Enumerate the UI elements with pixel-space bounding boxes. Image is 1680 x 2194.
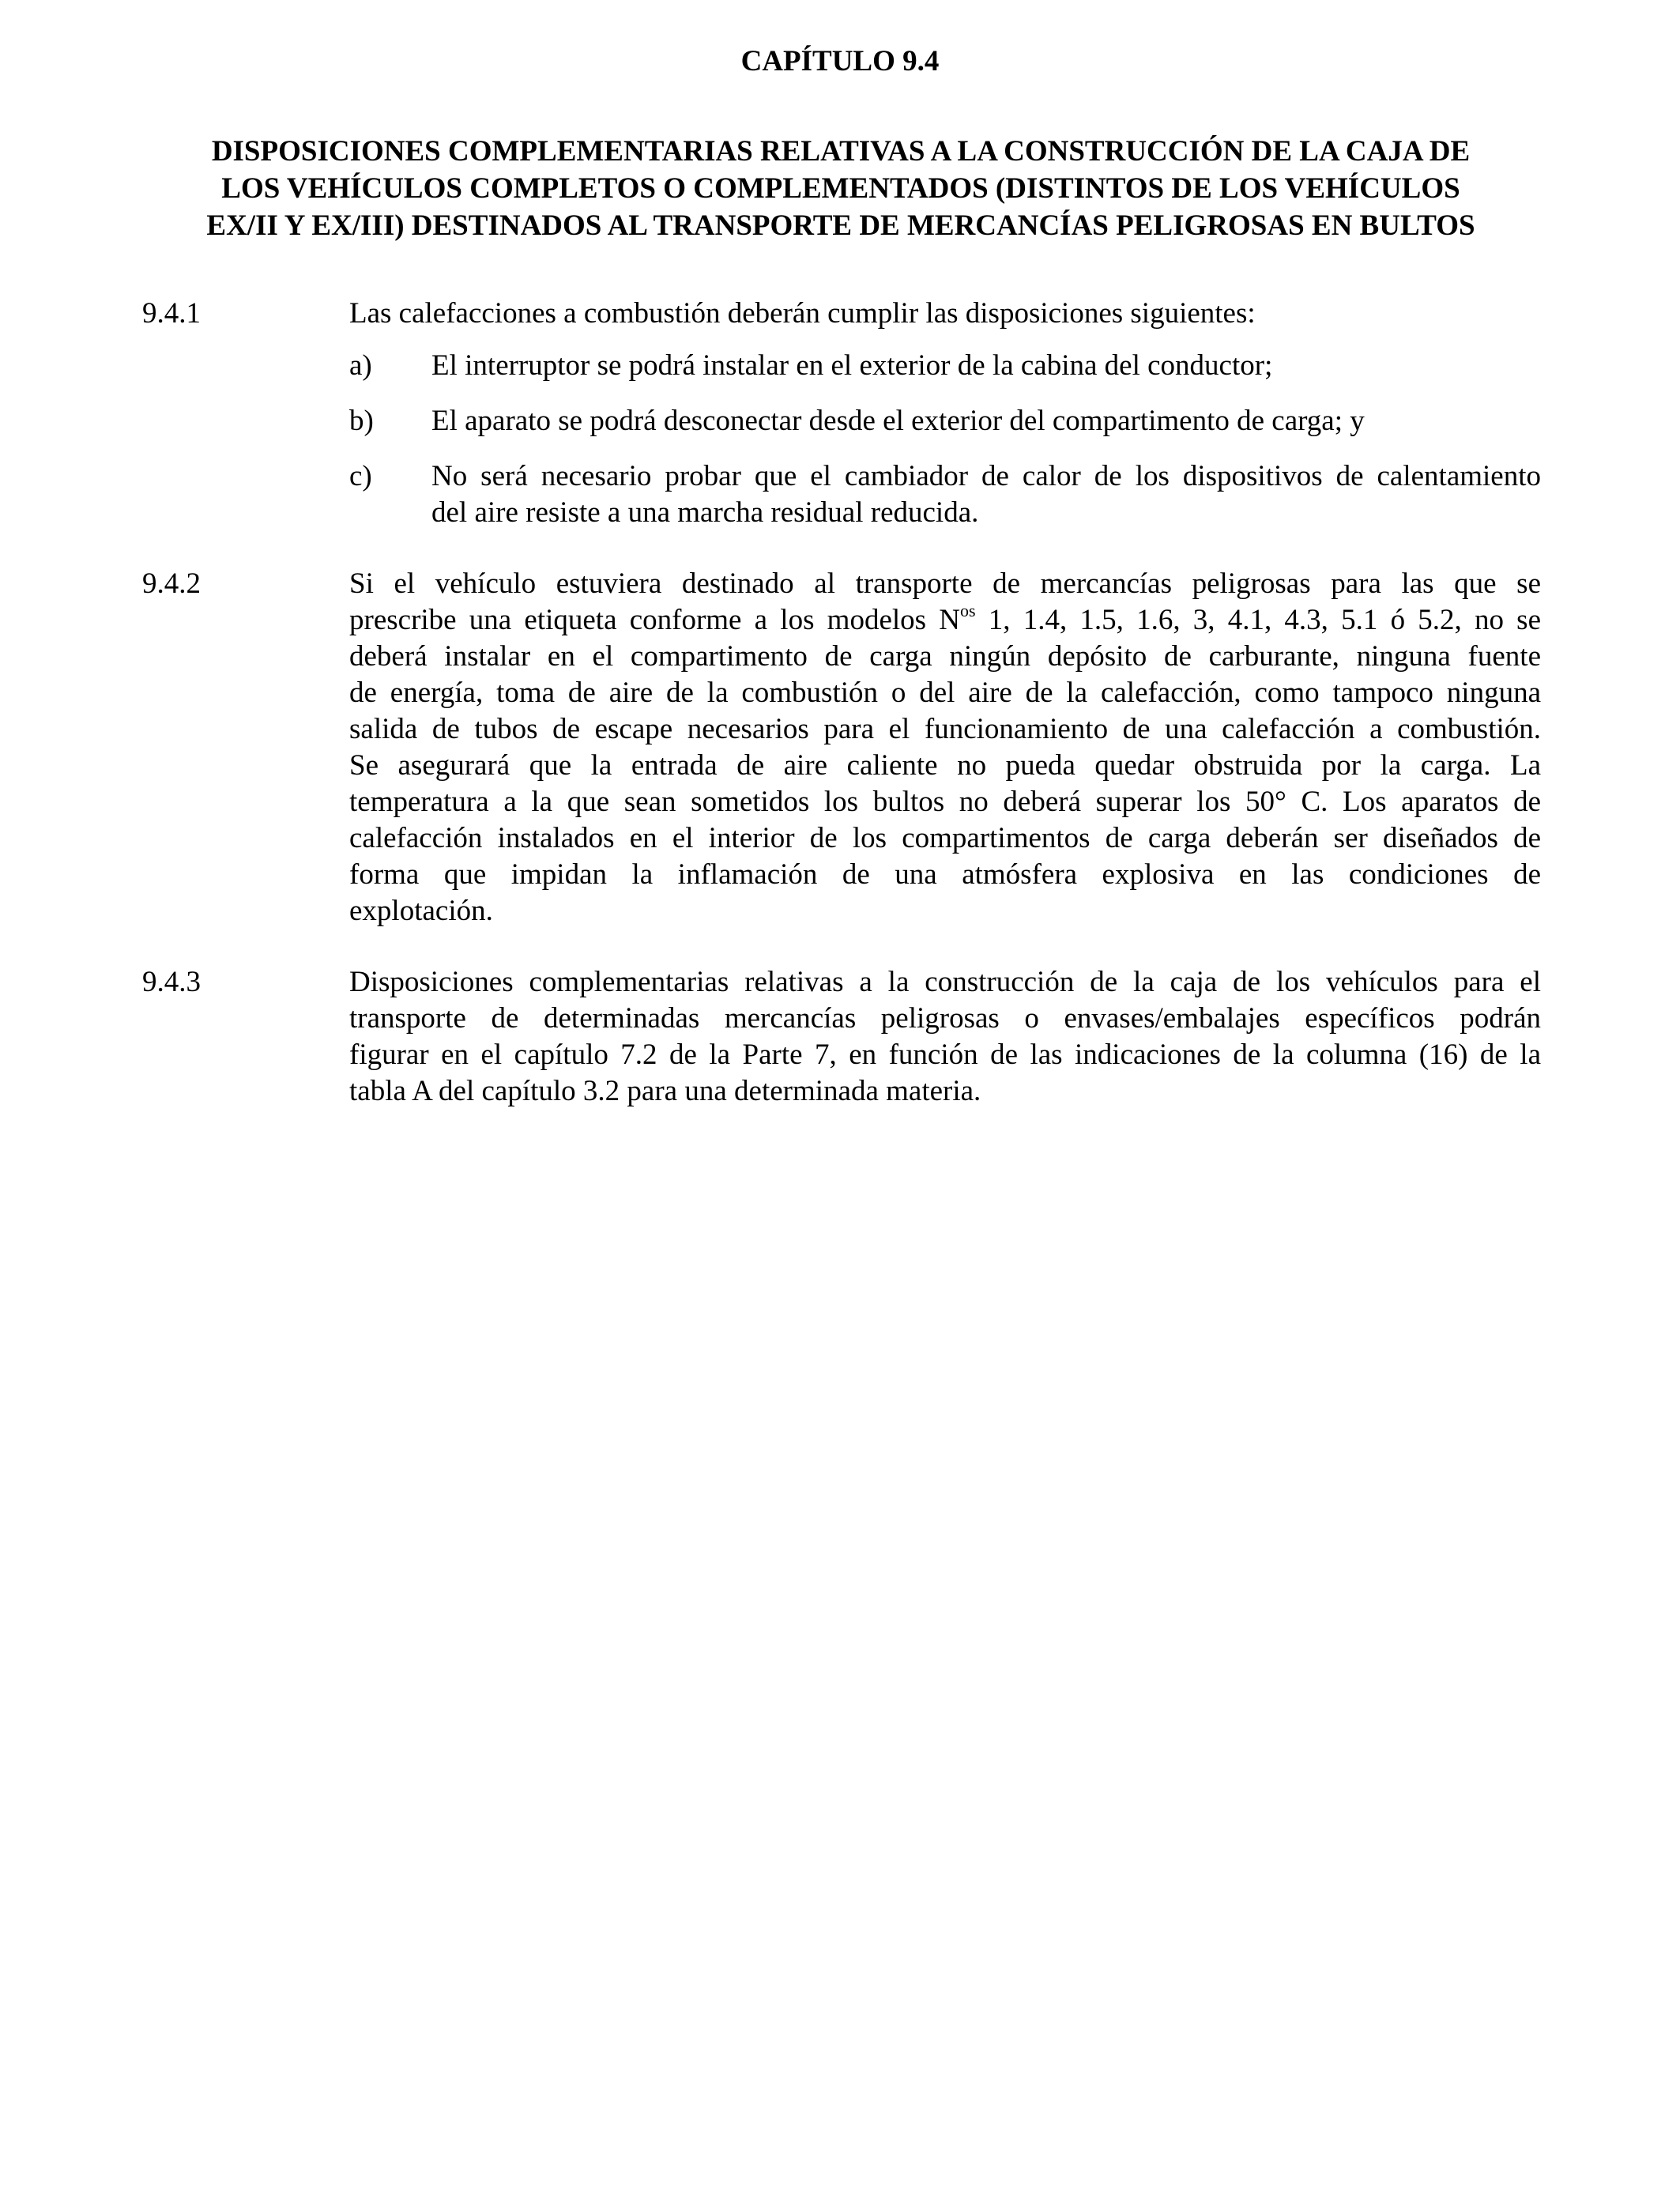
section-intro: Las calefacciones a combustión deberán cumplir las disposiciones siguientes: <box>349 297 1256 330</box>
chapter-title: CAPÍTULO 9.4 <box>740 45 940 77</box>
text-line: explotación. <box>349 895 493 927</box>
list-item <box>349 348 1541 384</box>
text-line: calefacción instalados en el interior de los compartimentos de carga deberán ser diseñados de <box>349 822 1541 854</box>
section-number: 9.4.1 <box>142 297 201 330</box>
text-line: Disposiciones complementarias relativas a la construcción de la caja de los vehículos para el <box>349 966 1541 998</box>
text-line: Si el vehículo estuviera destinado al transporte de mercancías peligrosas para las que se <box>349 567 1541 600</box>
list-item-letter: a) <box>349 349 372 382</box>
text-line: figurar en el capítulo 7.2 de la Parte 7, en función de las indicaciones de la columna (16) de la <box>349 1039 1541 1071</box>
section-9-4-2 <box>142 566 1541 929</box>
text-line: salida de tubos de escape necesarios para el funcionamiento de una calefacción a combustión. <box>349 713 1541 745</box>
text-line: tabla A del capítulo 3.2 para una determinada materia. <box>349 1075 981 1107</box>
chapter-heading <box>142 133 1539 244</box>
list-item-letter: c) <box>349 460 372 492</box>
section-body <box>349 964 1541 1110</box>
heading-line-3: EX/II Y EX/III) DESTINADOS AL TRANSPORTE DE MERCANCÍAS PELIGROSAS EN BULTOS <box>206 209 1475 242</box>
text-line: deberá instalar en el compartimento de carga ningún depósito de carburante, ninguna fuente <box>349 640 1541 673</box>
text-line: de energía, toma de aire de la combustión o del aire de la calefacción, como tampoco ninguna <box>349 677 1541 709</box>
superscript: os <box>959 601 976 620</box>
list-item-text <box>431 458 1541 531</box>
text-line: del aire resiste a una marcha residual reducida. <box>431 496 979 529</box>
text-line: forma que impidan la inflamación de una atmósfera explosiva en las condiciones de <box>349 858 1541 891</box>
list-item-letter: b) <box>349 405 374 437</box>
section-body <box>349 566 1541 929</box>
text-line: Se asegurará que la entrada de aire caliente no pueda quedar obstruida por la carga. La <box>349 749 1541 782</box>
list-item-text: El aparato se podrá desconectar desde el exterior del compartimento de carga; y <box>431 405 1365 437</box>
list-item-text: El interruptor se podrá instalar en el exterior de la cabina del conductor; <box>431 349 1273 382</box>
section-9-4-1-list <box>349 348 1541 550</box>
section-9-4-3 <box>142 964 1541 1110</box>
text-segment: prescribe una etiqueta conforme a los modelos N <box>349 604 960 636</box>
heading-line-1: DISPOSICIONES COMPLEMENTARIAS RELATIVAS A LA CONSTRUCCIÓN DE LA CAJA DE <box>211 135 1471 168</box>
section-9-4-1 <box>142 296 1541 332</box>
text-line: transporte de determinadas mercancías peligrosas o envases/embalajes específicos podrán <box>349 1002 1541 1035</box>
text-line: temperatura a la que sean sometidos los bultos no deberá superar los 50° C. Los aparatos de <box>349 786 1541 818</box>
text-line: No será necesario probar que el cambiador de calor de los dispositivos de calentamiento <box>431 460 1541 492</box>
section-number: 9.4.2 <box>142 567 201 600</box>
text-line <box>349 602 1541 639</box>
list-item <box>349 403 1541 439</box>
list-item <box>349 458 1541 531</box>
heading-line-2: LOS VEHÍCULOS COMPLETOS O COMPLEMENTADOS (DISTINTOS DE LOS VEHÍCULOS <box>221 172 1460 205</box>
text-segment: 1, 1.4, 1.5, 1.6, 3, 4.1, 4.3, 5.1 ó 5.2, no se <box>975 604 1541 636</box>
section-number: 9.4.3 <box>142 966 201 998</box>
